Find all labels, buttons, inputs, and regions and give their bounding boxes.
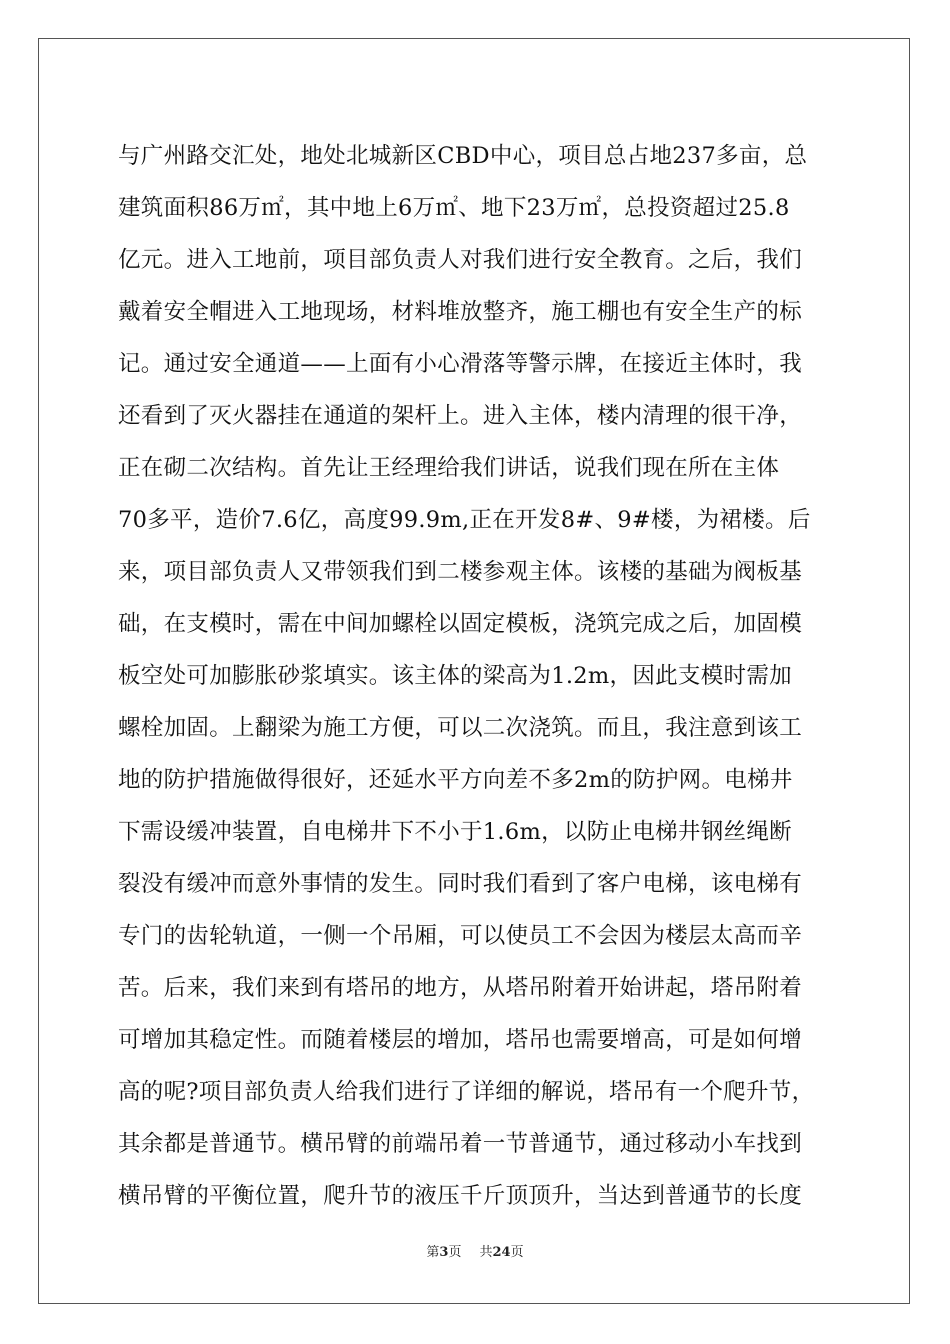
page-footer [0, 1244, 950, 1262]
text-line: 础，在支模时，需在中间加螺栓以固定模板，浇筑完成之后，加固模 [118, 611, 803, 637]
text-line: 记。通过安全通道——上面有小心滑落等警示牌，在接近主体时，我 [118, 351, 803, 377]
page-label-suffix: 页 [448, 1245, 462, 1260]
total-label-prefix: 共 [479, 1245, 493, 1260]
text-line: 其余都是普通节。横吊臂的前端吊着一节普通节，通过移动小车找到 [118, 1131, 803, 1157]
text-line: 来，项目部负责人又带领我们到二楼参观主体。该楼的基础为阀板基 [118, 559, 803, 585]
text-line: 苦。后来，我们来到有塔吊的地方，从塔吊附着开始讲起，塔吊附着 [118, 975, 803, 1001]
text-line: 还看到了灭火器挂在通道的架杆上。进入主体，楼内清理的很干净， [118, 403, 803, 429]
total-label-suffix: 页 [510, 1245, 524, 1260]
text-line: 横吊臂的平衡位置，爬升节的液压千斤顶顶升，当达到普通节的长度 [118, 1183, 803, 1209]
text-line: 建筑面积86万㎡，其中地上6万㎡、地下23万㎡，总投资超过25.8 [118, 195, 790, 221]
text-line: 高的呢?项目部负责人给我们进行了详细的解说，塔吊有一个爬升节， [118, 1079, 815, 1105]
text-line: 正在砌二次结构。首先让王经理给我们讲话，说我们现在所在主体 [118, 455, 780, 481]
text-line: 下需设缓冲装置，自电梯井下不小于1.6m，以防止电梯井钢丝绳断 [118, 819, 792, 845]
current-page-number: 3 [439, 1245, 449, 1260]
total-page-count: 24 [492, 1245, 511, 1260]
text-line: 戴着安全帽进入工地现场，材料堆放整齐，施工棚也有安全生产的标 [118, 299, 803, 325]
text-line: 70多平，造价7.6亿，高度99.9m,正在开发8#、9#楼，为裙楼。后 [118, 507, 811, 533]
text-line: 可增加其稳定性。而随着楼层的增加，塔吊也需要增高，可是如何增 [118, 1027, 803, 1053]
document-body [118, 130, 834, 1222]
text-line: 螺栓加固。上翻梁为施工方便，可以二次浇筑。而且，我注意到该工 [118, 715, 803, 741]
text-line: 与广州路交汇处，地处北城新区CBD中心，项目总占地237多亩，总 [118, 143, 808, 169]
text-line: 地的防护措施做得很好，还延水平方向差不多2m的防护网。电梯井 [118, 767, 793, 793]
text-line: 专门的齿轮轨道，一侧一个吊厢，可以使员工不会因为楼层太高而辛 [118, 923, 803, 949]
text-line: 板空处可加膨胀砂浆填实。该主体的梁高为1.2m，因此支模时需加 [118, 663, 792, 689]
text-line: 亿元。进入工地前，项目部负责人对我们进行安全教育。之后，我们 [118, 247, 803, 273]
page-label-prefix: 第 [426, 1245, 440, 1260]
text-line: 裂没有缓冲而意外事情的发生。同时我们看到了客户电梯，该电梯有 [118, 871, 803, 897]
